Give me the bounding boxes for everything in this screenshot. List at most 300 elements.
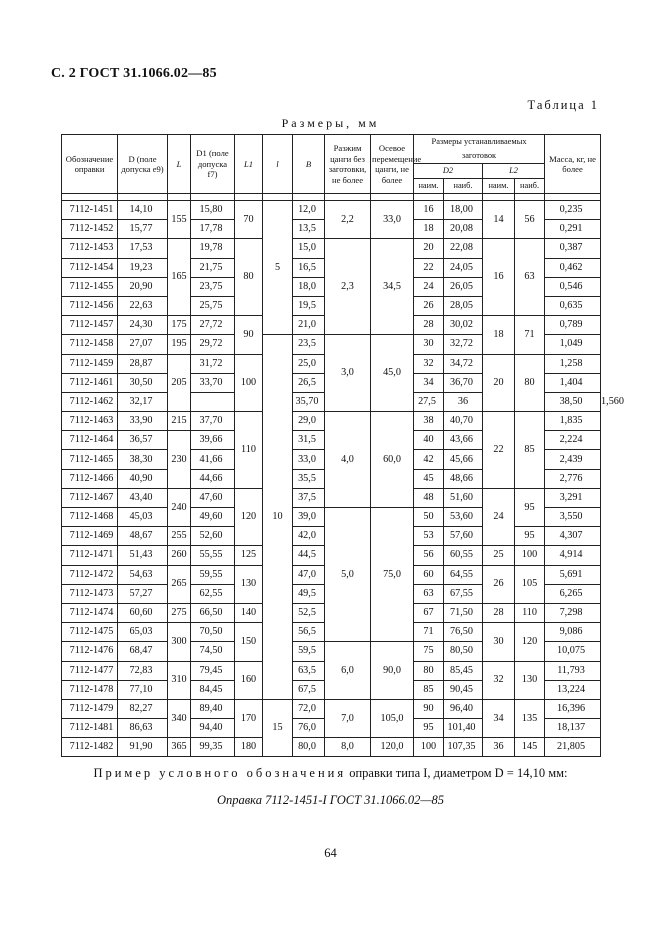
cell-B: 72,0 xyxy=(293,699,325,718)
cell-mass: 0,291 xyxy=(545,220,601,239)
cell-D2-min: 36 xyxy=(444,392,483,411)
cell-l: 10 xyxy=(263,335,293,700)
table-caption: Таблица 1 xyxy=(527,98,599,112)
cell-mass: 1,258 xyxy=(545,354,601,373)
cell-mass: 0,462 xyxy=(545,258,601,277)
cell-D1: 52,60 xyxy=(191,527,235,546)
cell-B: 26,5 xyxy=(293,373,325,392)
cell-L1: 125 xyxy=(235,546,263,565)
cell-mass: 2,776 xyxy=(545,469,601,488)
cell-L2-min: 14 xyxy=(483,201,515,239)
col-B: B xyxy=(293,135,325,194)
cell-L2-max: 63 xyxy=(515,239,545,316)
cell-D: 27,07 xyxy=(118,335,168,354)
cell-L1: 100 xyxy=(235,354,263,412)
gap-cell xyxy=(414,194,444,201)
col-D2-max: наиб. xyxy=(444,179,483,194)
cell-B: 63,5 xyxy=(293,661,325,680)
cell-D1: 29,72 xyxy=(191,335,235,354)
cell-clamp: 2,2 xyxy=(325,201,371,239)
cell-D2-min: 18 xyxy=(414,220,444,239)
cell-L1: 120 xyxy=(235,488,263,546)
example-designation: Оправка 7112-1451-I ГОСТ 31.1066.02—85 xyxy=(216,793,445,807)
cell-L2-min: 25 xyxy=(483,546,515,565)
cell-D2-max: 96,40 xyxy=(444,699,483,718)
gap-cell xyxy=(515,194,545,201)
cell-D2-min: 63 xyxy=(414,584,444,603)
cell-D2-min: 45 xyxy=(414,469,444,488)
header-gap-row xyxy=(62,194,601,201)
cell-designation: 7112-1469 xyxy=(62,527,118,546)
col-L2-min: наим. xyxy=(483,179,515,194)
cell-B: 29,0 xyxy=(293,412,325,431)
cell-L1: 170 xyxy=(235,699,263,737)
cell-mass: 0,387 xyxy=(545,239,601,258)
cell-D: 14,10 xyxy=(118,201,168,220)
cell-designation: 7112-1461 xyxy=(62,373,118,392)
cell-B: 76,0 xyxy=(293,719,325,738)
col-D2: D2 xyxy=(414,164,483,179)
cell-designation: 7112-1459 xyxy=(62,354,118,373)
cell-axial: 34,5 xyxy=(371,239,414,335)
cell-L2-min: 32 xyxy=(483,661,515,699)
cell-L1: 180 xyxy=(235,738,263,757)
cell-designation: 7112-1464 xyxy=(62,431,118,450)
cell-axial: 45,0 xyxy=(371,335,414,412)
cell-D: 45,03 xyxy=(118,508,168,527)
cell-B: 33,0 xyxy=(293,450,325,469)
cell-D1: 35,70 xyxy=(293,392,325,411)
cell-L1: 110 xyxy=(235,412,263,489)
cell-L1: 160 xyxy=(235,661,263,699)
col-mass: Масса, кг, не более xyxy=(545,135,601,194)
cell-designation: 7112-1468 xyxy=(62,508,118,527)
cell-mass: 10,075 xyxy=(545,642,601,661)
cell-D: 72,83 xyxy=(118,661,168,680)
cell-D: 20,90 xyxy=(118,277,168,296)
cell-B: 15,0 xyxy=(293,239,325,258)
cell-designation: 7112-1478 xyxy=(62,680,118,699)
cell-D2-max: 64,55 xyxy=(444,565,483,584)
cell-axial: 90,0 xyxy=(371,642,414,700)
cell-D1: 41,66 xyxy=(191,450,235,469)
cell-clamp: 6,0 xyxy=(325,642,371,700)
cell-designation: 7112-1476 xyxy=(62,642,118,661)
cell-L2-max: 85 xyxy=(515,412,545,489)
cell-D2-max: 67,55 xyxy=(444,584,483,603)
table-row xyxy=(62,738,601,757)
cell-D1: 23,75 xyxy=(191,277,235,296)
cell-designation: 7112-1466 xyxy=(62,469,118,488)
cell-D1: 47,60 xyxy=(191,488,235,507)
cell-L2-max: 135 xyxy=(515,699,545,737)
cell-D2-max: 22,08 xyxy=(444,239,483,258)
cell-L2-max: 110 xyxy=(515,603,545,622)
example-rest: оправки типа I, диаметром D = 14,10 мм: xyxy=(349,766,568,780)
cell-designation: 7112-1452 xyxy=(62,220,118,239)
cell-l: 5 xyxy=(263,201,293,335)
cell-D1: 19,78 xyxy=(191,239,235,258)
cell-D2-max: 57,60 xyxy=(444,527,483,546)
cell-D1: 15,80 xyxy=(191,201,235,220)
cell-L: 265 xyxy=(168,565,191,603)
cell-B: 25,0 xyxy=(293,354,325,373)
cell-L1: 90 xyxy=(235,316,263,354)
cell-L1: 80 xyxy=(235,239,263,316)
cell-D2-max: 26,05 xyxy=(444,277,483,296)
cell-axial: 60,0 xyxy=(371,412,414,508)
cell-D2-min: 34 xyxy=(414,373,444,392)
cell-D1: 25,75 xyxy=(191,296,235,315)
cell-L: 340 xyxy=(168,699,191,737)
cell-D2-max: 34,72 xyxy=(444,354,483,373)
cell-mass: 0,789 xyxy=(545,316,601,335)
cell-D2-max: 20,08 xyxy=(444,220,483,239)
page-number: 64 xyxy=(324,846,337,860)
col-L2: L2 xyxy=(483,164,545,179)
cell-D2-max: 51,60 xyxy=(444,488,483,507)
cell-D2-min: 75 xyxy=(414,642,444,661)
cell-D: 19,23 xyxy=(118,258,168,277)
cell-mass: 3,550 xyxy=(545,508,601,527)
cell-D2-max: 53,60 xyxy=(444,508,483,527)
cell-D2-min: 20 xyxy=(414,239,444,258)
cell-L2-min: 36 xyxy=(483,738,515,757)
cell-D1: 70,50 xyxy=(191,623,235,642)
cell-D: 38,30 xyxy=(118,450,168,469)
cell-D2-min: 32 xyxy=(414,354,444,373)
cell-D2-min: 50 xyxy=(414,508,444,527)
cell-D1: 62,55 xyxy=(191,584,235,603)
cell-D: 40,90 xyxy=(118,469,168,488)
cell-D1: 66,50 xyxy=(191,603,235,622)
cell-D1: 31,72 xyxy=(191,354,235,373)
cell-D: 48,67 xyxy=(118,527,168,546)
cell-D2-max: 45,66 xyxy=(444,450,483,469)
cell-B: 37,5 xyxy=(293,488,325,507)
cell-designation: 7112-1482 xyxy=(62,738,118,757)
cell-D1: 94,40 xyxy=(191,719,235,738)
cell-L2-max: 145 xyxy=(515,738,545,757)
cell-D1: 37,70 xyxy=(191,412,235,431)
cell-clamp: 2,3 xyxy=(325,239,371,335)
cell-D2-min: 80 xyxy=(414,661,444,680)
table-row xyxy=(62,412,601,431)
cell-D1: 59,55 xyxy=(191,565,235,584)
cell-L2-max: 120 xyxy=(515,623,545,661)
cell-mass: 21,805 xyxy=(545,738,601,757)
cell-mass: 16,396 xyxy=(545,699,601,718)
cell-mass: 3,291 xyxy=(545,488,601,507)
cell-axial: 105,0 xyxy=(371,699,414,737)
gap-cell xyxy=(235,194,263,201)
cell-designation: 7112-1467 xyxy=(62,488,118,507)
cell-B: 44,5 xyxy=(293,546,325,565)
cell-D1: 89,40 xyxy=(191,699,235,718)
cell-L: 260 xyxy=(168,546,191,565)
cell-D: 33,90 xyxy=(118,412,168,431)
cell-mass: 2,224 xyxy=(545,431,601,450)
cell-D2-max: 43,66 xyxy=(444,431,483,450)
cell-D2-min: 56 xyxy=(414,546,444,565)
cell-D2-min: 60 xyxy=(414,565,444,584)
cell-D2-max: 107,35 xyxy=(444,738,483,757)
cell-D2-min: 100 xyxy=(414,738,444,757)
cell-L: 230 xyxy=(168,431,191,489)
cell-designation: 7112-1475 xyxy=(62,623,118,642)
cell-D: 17,53 xyxy=(118,239,168,258)
cell-L1: 150 xyxy=(235,623,263,661)
gap-cell xyxy=(325,194,371,201)
cell-D1: 17,78 xyxy=(191,220,235,239)
cell-D1: 39,66 xyxy=(191,431,235,450)
cell-designation: 7112-1465 xyxy=(62,450,118,469)
cell-L2-min: 24 xyxy=(483,488,515,546)
cell-L: 165 xyxy=(168,239,191,316)
cell-D2-min: 95 xyxy=(414,719,444,738)
cell-D2-max: 40,70 xyxy=(444,412,483,431)
gap-cell xyxy=(62,194,118,201)
cell-D2-min: 40 xyxy=(414,431,444,450)
cell-D: 91,90 xyxy=(118,738,168,757)
cell-D: 82,27 xyxy=(118,699,168,718)
cell-D2-min: 67 xyxy=(414,603,444,622)
cell-L2-max: 100 xyxy=(515,546,545,565)
cell-designation: 7112-1463 xyxy=(62,412,118,431)
col-blank-sizes: Размеры устанавливаемых заготовок xyxy=(414,135,545,164)
cell-D2-max: 48,66 xyxy=(444,469,483,488)
cell-B: 67,5 xyxy=(293,680,325,699)
cell-B: 42,0 xyxy=(293,527,325,546)
cell-designation: 7112-1457 xyxy=(62,316,118,335)
cell-L: 255 xyxy=(168,527,191,546)
cell-mass: 18,137 xyxy=(545,719,601,738)
cell-B: 12,0 xyxy=(293,201,325,220)
cell-D: 60,60 xyxy=(118,603,168,622)
cell-D2-max: 32,72 xyxy=(444,335,483,354)
units-label xyxy=(0,116,661,131)
cell-D2-min: 16 xyxy=(414,201,444,220)
cell-D: 32,17 xyxy=(118,392,168,411)
cell-L2-min: 22 xyxy=(483,412,515,489)
cell-designation: 7112-1481 xyxy=(62,719,118,738)
gap-cell xyxy=(545,194,601,201)
cell-B: 18,0 xyxy=(293,277,325,296)
cell-mass: 11,793 xyxy=(545,661,601,680)
cell-D2-max: 76,50 xyxy=(444,623,483,642)
cell-L2-max: 130 xyxy=(515,661,545,699)
cell-l: 15 xyxy=(263,699,293,757)
cell-designation: 7112-1458 xyxy=(62,335,118,354)
cell-D: 86,63 xyxy=(118,719,168,738)
cell-D2-min: 22 xyxy=(414,258,444,277)
cell-axial: 75,0 xyxy=(371,508,414,642)
gap-cell xyxy=(263,194,293,201)
cell-axial: 33,0 xyxy=(371,201,414,239)
cell-L1: 130 xyxy=(235,565,263,603)
cell-D2-min: 53 xyxy=(414,527,444,546)
gap-cell xyxy=(371,194,414,201)
cell-L2-max: 95 xyxy=(515,488,545,526)
cell-designation: 7112-1453 xyxy=(62,239,118,258)
cell-D: 57,27 xyxy=(118,584,168,603)
cell-B: 80,0 xyxy=(293,738,325,757)
cell-L2-max: 95 xyxy=(515,527,545,546)
cell-D2-min: 30 xyxy=(414,335,444,354)
cell-D2-max: 36,70 xyxy=(444,373,483,392)
cell-D2-max: 90,45 xyxy=(444,680,483,699)
table-body xyxy=(62,194,624,757)
cell-L: 205 xyxy=(168,354,191,412)
cell-mass: 13,224 xyxy=(545,680,601,699)
cell-L: 300 xyxy=(168,623,191,661)
cell-D2-min: 71 xyxy=(414,623,444,642)
cell-designation: 7112-1454 xyxy=(62,258,118,277)
cell-mass: 4,914 xyxy=(545,546,601,565)
cell-B: 39,0 xyxy=(293,508,325,527)
example-spaced: Пример условного обозначения xyxy=(93,766,347,780)
gap-cell xyxy=(483,194,515,201)
col-l: l xyxy=(263,135,293,194)
table-row xyxy=(62,699,601,718)
cell-B: 19,5 xyxy=(293,296,325,315)
col-L2-max: наиб. xyxy=(515,179,545,194)
example-line xyxy=(0,766,661,781)
cell-L: 240 xyxy=(168,488,191,526)
cell-designation: 7112-1455 xyxy=(62,277,118,296)
cell-L: 215 xyxy=(168,412,191,431)
cell-D: 36,57 xyxy=(118,431,168,450)
cell-D1: 74,50 xyxy=(191,642,235,661)
cell-L: 155 xyxy=(168,201,191,239)
cell-L: 310 xyxy=(168,661,191,699)
cell-D2-max: 71,50 xyxy=(444,603,483,622)
cell-L1: 70 xyxy=(235,201,263,239)
cell-L2-max: 80 xyxy=(515,354,545,412)
cell-mass: 1,835 xyxy=(545,412,601,431)
col-designation: Обозначение оправки xyxy=(62,135,118,194)
table-row xyxy=(62,239,601,258)
cell-designation: 7112-1477 xyxy=(62,661,118,680)
cell-D2-max: 28,05 xyxy=(444,296,483,315)
cell-B: 27,5 xyxy=(414,392,444,411)
cell-D: 43,40 xyxy=(118,488,168,507)
col-axial: Осевое перемещение цанги, не более xyxy=(371,135,414,194)
cell-D1: 79,45 xyxy=(191,661,235,680)
cell-D1: 55,55 xyxy=(191,546,235,565)
cell-D: 22,63 xyxy=(118,296,168,315)
cell-designation: 7112-1472 xyxy=(62,565,118,584)
table-row: 7112-1462 32,17 35,70 27,5 36 38,50 1,560 xyxy=(62,392,601,411)
col-L: L xyxy=(168,135,191,194)
cell-L2-max: 105 xyxy=(515,565,545,603)
sizes-table xyxy=(61,134,624,757)
cell-L2-max: 56 xyxy=(515,201,545,239)
cell-mass: 0,235 xyxy=(545,201,601,220)
cell-clamp: 5,0 xyxy=(325,508,371,642)
cell-mass: 2,439 xyxy=(545,450,601,469)
cell-D1: 49,60 xyxy=(191,508,235,527)
cell-mass: 1,049 xyxy=(545,335,601,354)
cell-D2-min: 28 xyxy=(414,316,444,335)
cell-D2-max: 38,50 xyxy=(545,392,601,411)
cell-B: 31,5 xyxy=(293,431,325,450)
table-row xyxy=(62,201,601,220)
cell-L2-max: 71 xyxy=(515,316,545,354)
cell-mass: 9,086 xyxy=(545,623,601,642)
cell-designation: 7112-1456 xyxy=(62,296,118,315)
cell-clamp: 8,0 xyxy=(325,738,371,757)
col-D1: D1 (поле допуска f7) xyxy=(191,135,235,194)
cell-D2-max: 60,55 xyxy=(444,546,483,565)
cell-L: 365 xyxy=(168,738,191,757)
cell-mass: 0,546 xyxy=(545,277,601,296)
cell-D2-max: 18,00 xyxy=(444,201,483,220)
cell-D1: 27,72 xyxy=(191,316,235,335)
cell-clamp: 3,0 xyxy=(325,335,371,412)
cell-D: 77,10 xyxy=(118,680,168,699)
col-D2-min: наим. xyxy=(414,179,444,194)
col-D: D (поле допуска е9) xyxy=(118,135,168,194)
document-header: С. 2 ГОСТ 31.1066.02—85 xyxy=(51,66,217,81)
cell-L: 195 xyxy=(168,335,191,354)
cell-L: 275 xyxy=(168,603,191,622)
cell-D2-min: 90 xyxy=(414,699,444,718)
cell-mass: 6,265 xyxy=(545,584,601,603)
cell-designation: 7112-1462 xyxy=(62,392,118,411)
cell-D: 51,43 xyxy=(118,546,168,565)
cell-axial: 120,0 xyxy=(371,738,414,757)
cell-D2-min: 42 xyxy=(414,450,444,469)
cell-L2-min: 16 xyxy=(483,239,515,316)
col-clamp: Разжим цанги без заготовки, не более xyxy=(325,135,371,194)
cell-mass: 4,307 xyxy=(545,527,601,546)
cell-D: 15,77 xyxy=(118,220,168,239)
cell-D1: 21,75 xyxy=(191,258,235,277)
cell-D2-max: 80,50 xyxy=(444,642,483,661)
cell-clamp: 7,0 xyxy=(325,699,371,737)
cell-designation: 7112-1471 xyxy=(62,546,118,565)
cell-D1: 33,70 xyxy=(191,373,235,392)
cell-D: 24,30 xyxy=(118,316,168,335)
cell-B: 59,5 xyxy=(293,642,325,661)
cell-D2-min: 38 xyxy=(414,412,444,431)
cell-mass: 0,635 xyxy=(545,296,601,315)
cell-D2-min: 24 xyxy=(414,277,444,296)
cell-B: 16,5 xyxy=(293,258,325,277)
cell-D1: 84,45 xyxy=(191,680,235,699)
cell-B: 52,5 xyxy=(293,603,325,622)
cell-D2-min: 48 xyxy=(414,488,444,507)
cell-D: 54,63 xyxy=(118,565,168,584)
gap-cell xyxy=(444,194,483,201)
cell-B: 35,5 xyxy=(293,469,325,488)
cell-D2-max: 85,45 xyxy=(444,661,483,680)
cell-B: 47,0 xyxy=(293,565,325,584)
cell-L: 175 xyxy=(168,316,191,335)
cell-D1: 99,35 xyxy=(191,738,235,757)
cell-D1: 44,66 xyxy=(191,469,235,488)
gap-cell xyxy=(293,194,325,201)
gap-cell xyxy=(118,194,168,201)
cell-mass: 5,691 xyxy=(545,565,601,584)
cell-D: 65,03 xyxy=(118,623,168,642)
cell-D2-max: 30,02 xyxy=(444,316,483,335)
cell-B: 49,5 xyxy=(293,584,325,603)
cell-clamp: 4,0 xyxy=(325,412,371,508)
cell-B: 21,0 xyxy=(293,316,325,335)
cell-D2-min: 26 xyxy=(414,296,444,315)
